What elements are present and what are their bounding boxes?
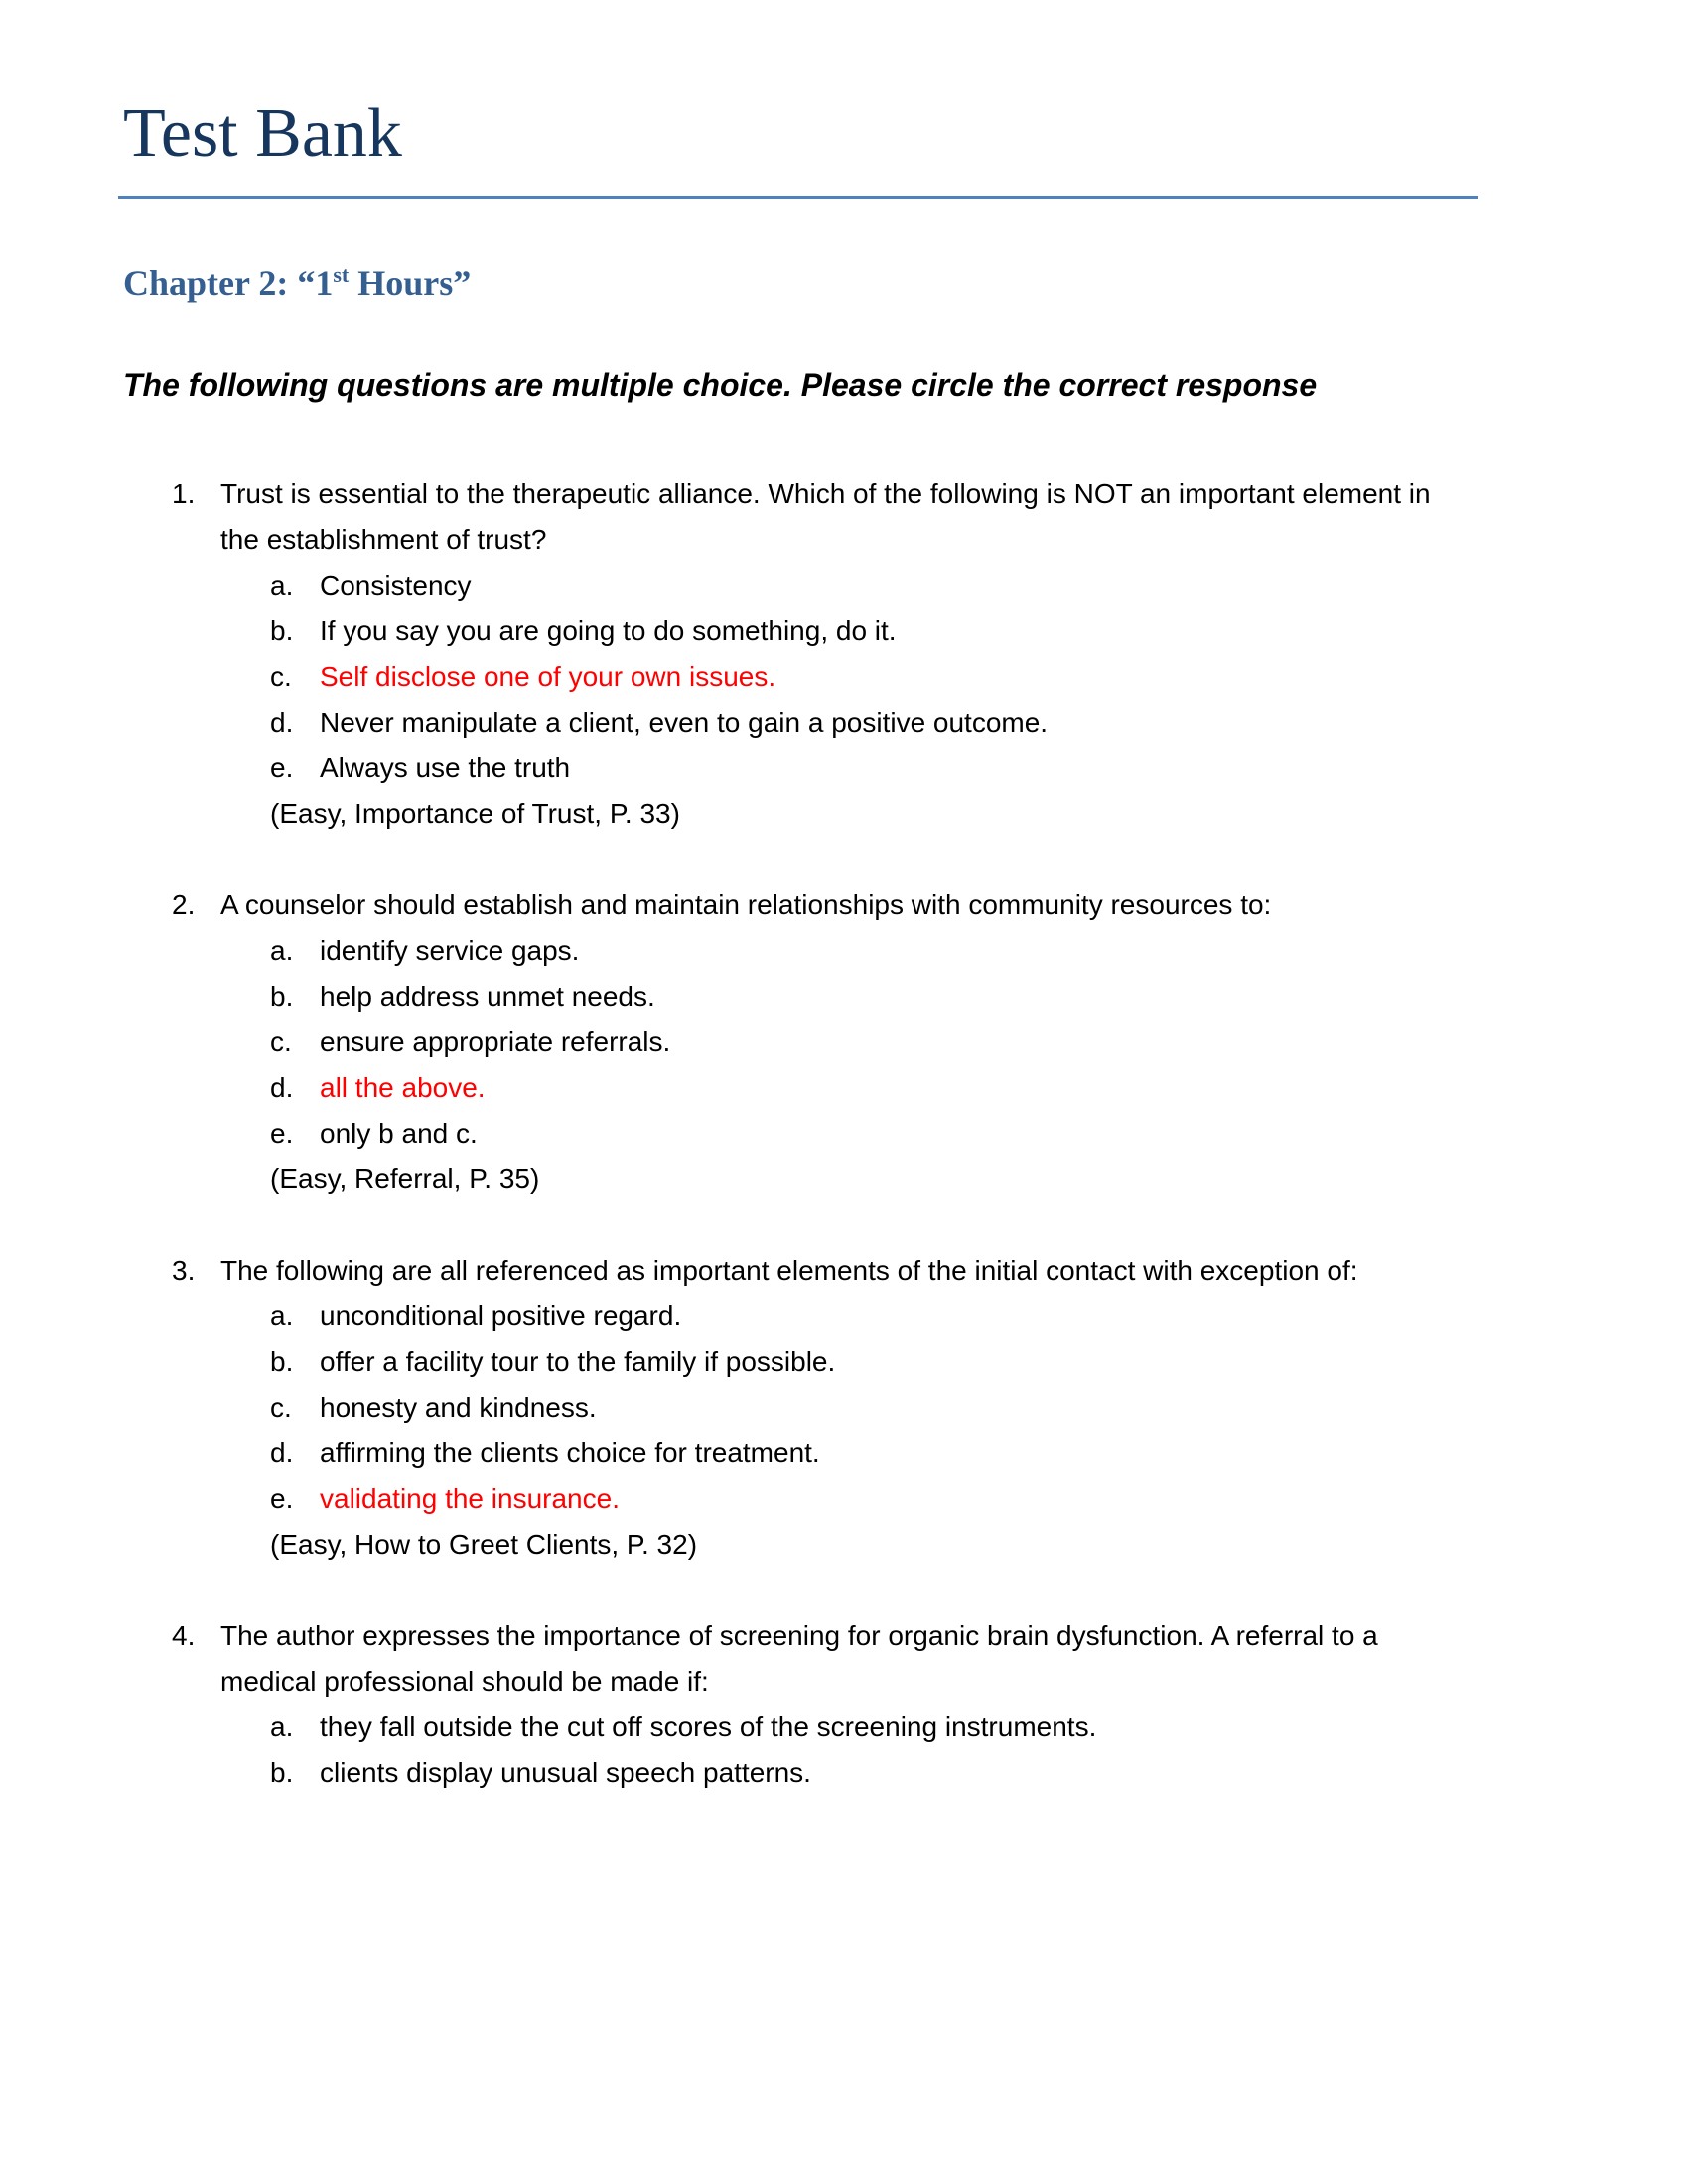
correct-answer-text: all the above. [320, 1072, 486, 1103]
answer-option[interactable] [0, 1705, 1688, 1750]
option-text: affirming the clients choice for treatment. [320, 1437, 820, 1468]
option-text: Consistency [320, 570, 472, 601]
option-text: honesty and kindness. [320, 1392, 597, 1423]
option-letter: e. [270, 1118, 294, 1149]
question-item [0, 1613, 1688, 1796]
option-text: they fall outside the cut off scores of the screening instruments. [320, 1711, 1097, 1742]
question-text: The following are all referenced as important elements of the initial contact with exception of: [220, 1255, 1358, 1286]
option-letter: d. [270, 1437, 294, 1468]
answer-option[interactable] [0, 1750, 1688, 1796]
option-text: offer a facility tour to the family if possible. [320, 1346, 836, 1377]
chapter-heading [123, 262, 471, 304]
option-letter: e. [270, 752, 294, 783]
title-divider [118, 196, 1478, 199]
option-text: unconditional positive regard. [320, 1300, 682, 1331]
option-text: help address unmet needs. [320, 981, 655, 1012]
question-reference: (Easy, Importance of Trust, P. 33) [270, 798, 680, 829]
option-letter: a. [270, 570, 294, 601]
option-letter: d. [270, 1072, 294, 1103]
question-number: 2. [172, 889, 196, 920]
option-text: clients display unusual speech patterns. [320, 1757, 811, 1788]
chapter-suffix: Hours” [349, 263, 472, 303]
answer-option[interactable] [0, 1294, 1688, 1339]
answer-option[interactable] [0, 1065, 1688, 1111]
option-letter: b. [270, 1346, 294, 1377]
option-text: ensure appropriate referrals. [320, 1026, 671, 1057]
option-letter: a. [270, 935, 294, 966]
option-letter: a. [270, 1300, 294, 1331]
question-item [0, 883, 1688, 1202]
option-letter: b. [270, 981, 294, 1012]
answer-option[interactable] [0, 609, 1688, 654]
chapter-prefix: Chapter 2: “1 [123, 263, 334, 303]
option-letter: e. [270, 1483, 294, 1514]
question-text: The author expresses the importance of screening for organic brain dysfunction. A referral to a medical professional should be made if: [220, 1620, 1378, 1697]
option-text: Always use the truth [320, 752, 571, 783]
answer-option[interactable] [0, 1476, 1688, 1522]
question-list [0, 472, 1688, 1842]
option-letter: d. [270, 707, 294, 738]
answer-option[interactable] [0, 1020, 1688, 1065]
answer-option[interactable] [0, 1111, 1688, 1157]
answer-option[interactable] [0, 928, 1688, 974]
question-text: A counselor should establish and maintain relationships with community resources to: [220, 889, 1272, 920]
option-letter: c. [270, 661, 292, 692]
answer-option[interactable] [0, 700, 1688, 746]
instructions: The following questions are multiple choice. Please circle the correct response [123, 367, 1318, 403]
option-letter: c. [270, 1026, 292, 1057]
answer-option[interactable] [0, 563, 1688, 609]
option-letter: c. [270, 1392, 292, 1423]
correct-answer-text: validating the insurance. [320, 1483, 620, 1514]
option-letter: b. [270, 1757, 294, 1788]
option-text: only b and c. [320, 1118, 478, 1149]
option-letter: b. [270, 615, 294, 646]
answer-option[interactable] [0, 974, 1688, 1020]
correct-answer-text: Self disclose one of your own issues. [320, 661, 776, 692]
answer-option[interactable] [0, 746, 1688, 791]
question-reference: (Easy, Referral, P. 35) [270, 1163, 540, 1194]
option-letter: a. [270, 1711, 294, 1742]
answer-option[interactable] [0, 1339, 1688, 1385]
option-text: identify service gaps. [320, 935, 580, 966]
question-text: Trust is essential to the therapeutic alliance. Which of the following is NOT an important element in the establishment of trust? [220, 478, 1431, 555]
document-title: Test Bank [123, 95, 402, 172]
answer-option[interactable] [0, 654, 1688, 700]
option-text: If you say you are going to do something, do it. [320, 615, 897, 646]
chapter-superscript: st [333, 262, 350, 287]
question-number: 1. [172, 478, 196, 509]
question-number: 4. [172, 1620, 196, 1651]
question-item [0, 1248, 1688, 1568]
question-number: 3. [172, 1255, 196, 1286]
answer-option[interactable] [0, 1431, 1688, 1476]
question-reference: (Easy, How to Greet Clients, P. 32) [270, 1529, 698, 1560]
question-item [0, 472, 1688, 837]
option-text: Never manipulate a client, even to gain a positive outcome. [320, 707, 1049, 738]
answer-option[interactable] [0, 1385, 1688, 1431]
